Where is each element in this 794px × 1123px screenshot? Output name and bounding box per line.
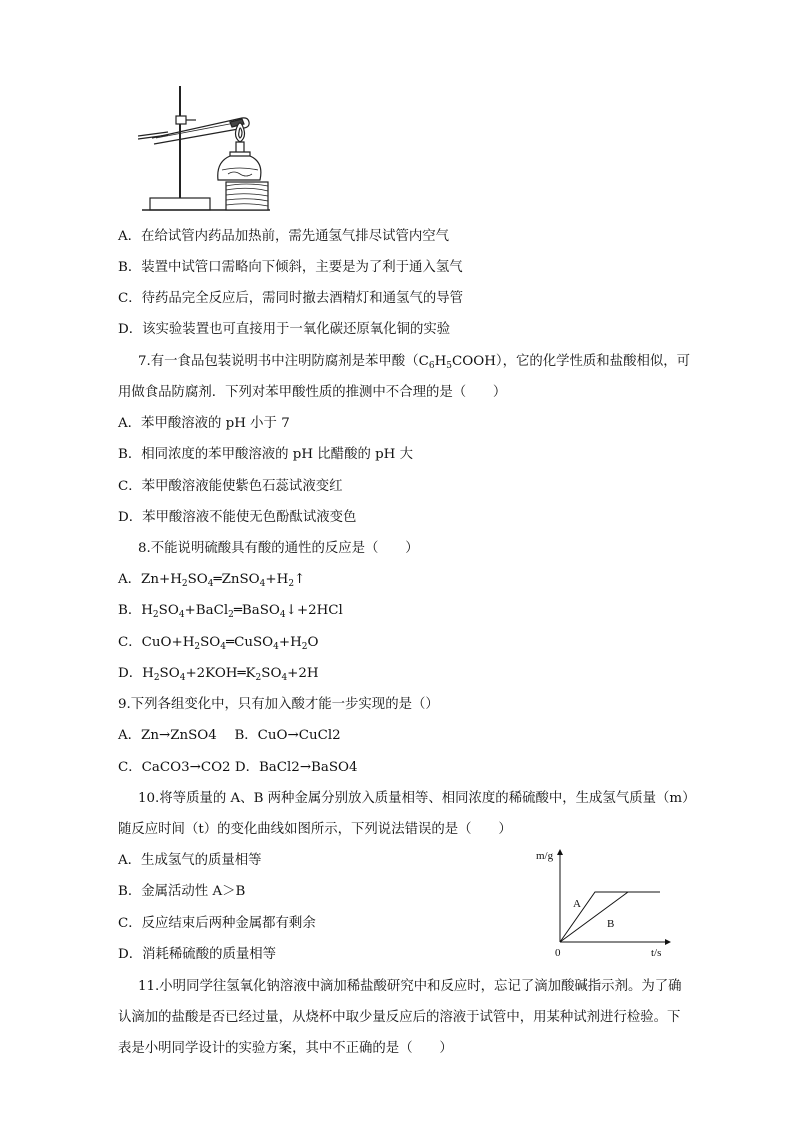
q9-options-line2: C．CaCO3→CO2 D．BaCl2→BaSO4	[118, 760, 358, 775]
q8-option-d: D．$H_2SO_4+2KOH═K_2SO_4+2H$	[118, 666, 319, 683]
q8-option-c: C．$CuO+H_2SO_4═CuSO_4+H_2O$	[118, 635, 319, 652]
q10-option-a: A．生成氢气的质量相等	[118, 853, 262, 868]
q7-stem-line2: 用做食品防腐剂．下列对苯甲酸性质的推测中不合理的是（ ）	[118, 385, 507, 400]
q10-option-b: B．金属活动性 A＞B	[118, 884, 246, 899]
q11-line2: 认滴加的盐酸是否已经过量，从烧杯中取少量反应后的溶液于试管中，用某种试剂进行检验。下	[118, 1010, 681, 1025]
q10-stem-line1: 10.将等质量的 A、B 两种金属分别放入质量相等、相同浓度的稀硫酸中，生成氢气质量（m）	[138, 791, 696, 806]
q6-option-c: C．待药品完全反应后，需同时撤去酒精灯和通氢气的导管	[118, 291, 464, 306]
q7-stem-line1: 7.有一食品包装说明书中注明防腐剂是苯甲酸$(C_6H_5COOH)$，它的化学性质和盐酸相似，可	[138, 354, 691, 371]
q10-option-c: C．反应结束后两种金属都有剩余	[118, 916, 316, 931]
q9-stem: 9.下列各组变化中，只有加入酸才能一步实现的是（）	[118, 697, 439, 712]
q10-graph	[530, 842, 675, 962]
q6-option-a: A．在给试管内药品加热前，需先通氢气排尽试管内空气	[118, 229, 450, 244]
label-b: B	[607, 918, 615, 930]
origin-label: 0	[555, 947, 561, 959]
apparatus-figure	[138, 82, 273, 214]
q7-option-b: B．相同浓度的苯甲酸溶液的 pH 比醋酸的 pH 大	[118, 447, 414, 462]
q6-option-b: B．装置中试管口需略向下倾斜，主要是为了利于通入氢气	[118, 260, 463, 275]
curve-b	[560, 892, 628, 942]
q7-option-c: C．苯甲酸溶液能使紫色石蕊试液变红	[118, 479, 343, 494]
q6-option-d: D．该实验装置也可直接用于一氧化碳还原氧化铜的实验	[118, 322, 451, 337]
x-axis-label: t/s	[651, 947, 662, 959]
q9-options-line1: A．Zn→ZnSO4 B．CuO→CuCl2	[118, 728, 341, 743]
q7-option-a: A．苯甲酸溶液的 pH 小于 7	[118, 416, 290, 431]
q8-option-a: A．$Zn+H_2SO_4═ZnSO_4+H_2↑$	[118, 572, 306, 589]
q11-line3: 表是小明同学设计的实验方案，其中不正确的是（ ）	[118, 1041, 453, 1056]
q10-stem-line2: 随反应时间（t）的变化曲线如图所示，下列说法错误的是（ ）	[118, 822, 512, 837]
q8-stem: 8.不能说明硫酸具有酸的通性的反应是（ ）	[138, 541, 419, 556]
q7-option-d: D．苯甲酸溶液不能使无色酚酞试液变色	[118, 510, 357, 525]
q10-option-d: D．消耗稀硫酸的质量相等	[118, 947, 277, 962]
q11-line1: 11.小明同学往氢氧化钠溶液中滴加稀盐酸研究中和反应时，忘记了滴加酸碱指示剂。为了确	[138, 979, 682, 994]
q8-option-b: B．$H_2SO_4+BaCl_2═BaSO_4↓+2HCl$	[118, 603, 343, 620]
label-a: A	[573, 898, 581, 910]
y-axis-label: m/g	[536, 850, 554, 862]
